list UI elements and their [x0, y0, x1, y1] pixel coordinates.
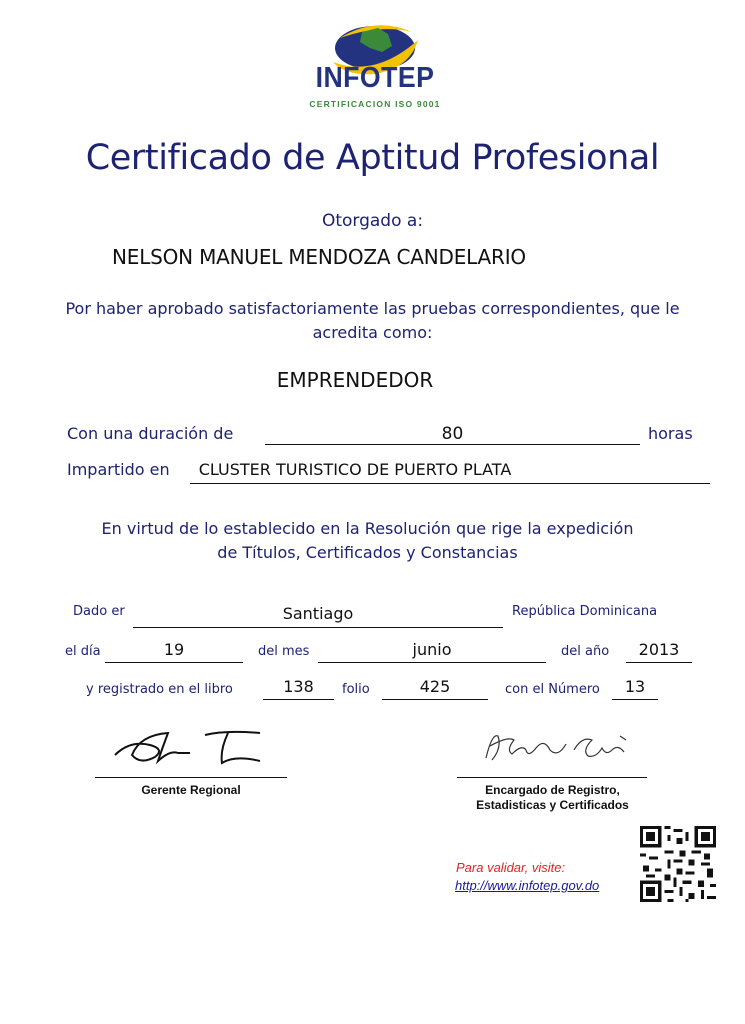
number-underline	[612, 699, 658, 700]
month-label: del mes	[258, 644, 310, 659]
month-value: junio	[412, 640, 452, 659]
book-value: 138	[283, 677, 314, 696]
credential-title: EMPRENDEDOR	[276, 368, 434, 392]
book-underline	[263, 699, 334, 700]
duration-underline	[265, 444, 640, 445]
day-underline	[105, 662, 243, 663]
resolution-text: En virtud de lo establecido en la Resolución que rige la expedición de Títulos, Certificados y Constancias	[101, 519, 634, 562]
registry-manager-signature	[478, 728, 638, 768]
validation-link[interactable]: http://www.infotep.gov.do	[455, 878, 600, 893]
given-city: Santiago	[282, 604, 354, 623]
year-label: del año	[561, 644, 610, 659]
qr-code-icon[interactable]	[640, 826, 716, 902]
recipient-name: NELSON MANUEL MENDOZA CANDELARIO	[112, 245, 526, 269]
taught-label: Impartido en	[67, 460, 170, 479]
given-city-underline	[133, 627, 503, 628]
reason-text: Por haber aprobado satisfactoriamente las pruebas correspondientes, que le acredita como:	[65, 299, 680, 342]
duration-value: 80	[441, 424, 464, 444]
certificate-title: Certificado de Aptitud Profesional	[85, 138, 660, 178]
duration-label: Con una duración de	[67, 424, 234, 443]
folio-value: 425	[419, 677, 451, 696]
year-underline	[626, 662, 692, 663]
regional-manager-signature	[110, 725, 270, 770]
day-value: 19	[163, 640, 185, 659]
taught-underline	[190, 483, 710, 484]
right-signature-line	[457, 777, 647, 778]
country: República Dominicana	[512, 604, 658, 619]
folio-label: folio	[342, 682, 370, 697]
awarded-label: Otorgado a:	[321, 211, 424, 231]
number-label: con el Número	[505, 682, 600, 697]
left-signature-line	[95, 777, 287, 778]
duration-unit: horas	[648, 424, 693, 443]
number-value: 13	[624, 677, 646, 696]
validation-label: Para validar, visite:	[456, 860, 566, 875]
book-label: y registrado en el libro	[86, 682, 233, 697]
logo-name: INFOTEP	[315, 62, 435, 94]
month-underline	[318, 662, 546, 663]
taught-value: CLUSTER TURISTICO DE PUERTO PLATA	[198, 460, 512, 479]
registry-manager-title-line1: Encargado de Registro,	[485, 783, 620, 797]
year-value: 2013	[638, 640, 680, 659]
logo-subtitle: CERTIFICACION ISO 9001	[309, 99, 441, 109]
registry-manager-title-line2: Estadisticas y Certificados	[476, 798, 629, 812]
given-label: Dado er	[73, 604, 125, 619]
day-label: el día	[65, 644, 101, 659]
folio-underline	[382, 699, 488, 700]
regional-manager-title: Gerente Regional	[141, 783, 241, 797]
